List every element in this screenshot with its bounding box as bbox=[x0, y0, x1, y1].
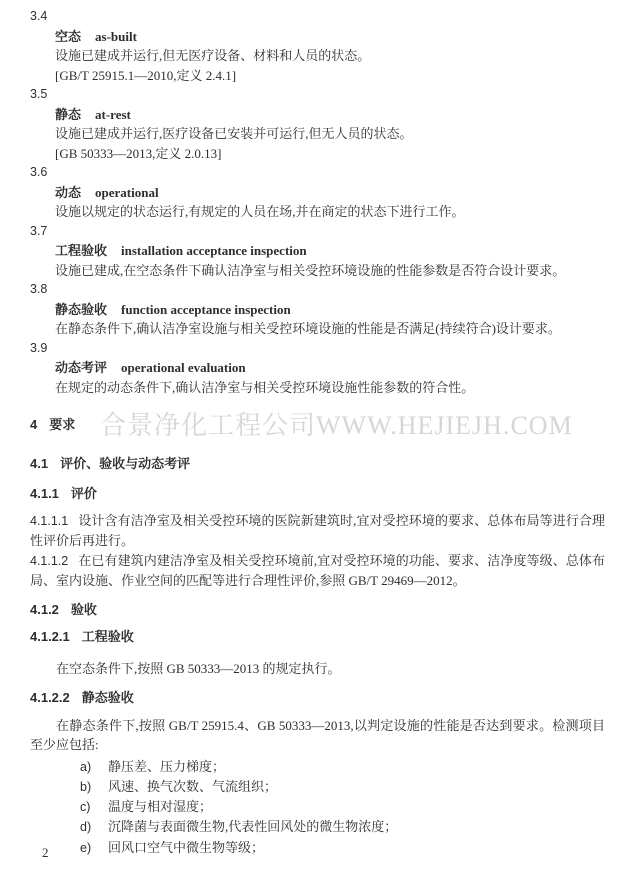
term-cn: 动态考评 bbox=[55, 360, 108, 375]
paragraph-4-1-2-1-body: 在空态条件下,按照 GB 50333—2013 的规定执行。 bbox=[56, 660, 341, 676]
heading-title: 静态验收 bbox=[81, 690, 134, 705]
checklist-item-b bbox=[80, 777, 605, 797]
item-label: a) bbox=[80, 759, 92, 774]
definition-text: 在规定的动态条件下,确认洁净室与相关受控环境设施性能参数的符合性。 bbox=[55, 379, 475, 395]
heading-number: 4 bbox=[30, 417, 38, 432]
term-cn: 静态 bbox=[55, 106, 82, 122]
term-en: operational bbox=[95, 184, 159, 200]
term-line bbox=[55, 27, 605, 47]
term-line bbox=[55, 183, 605, 203]
item-text: 沉降菌与表面微生物,代表性回风处的微生物浓度； bbox=[108, 819, 398, 835]
checklist-item-c bbox=[80, 797, 605, 817]
page-number: 2 bbox=[42, 845, 49, 860]
paragraph-text: 设计含有洁净室及相关受控环境的医院新建筑时,宜对受控环境的要求、总体布局等进行合理性评价后再进行。 bbox=[30, 512, 605, 548]
heading-4 bbox=[30, 415, 605, 435]
heading-4-1-2-1 bbox=[30, 627, 605, 647]
paragraph-4-1-2-2-body: 在静态条件下,按照 GB/T 25915.4、GB 50333—2013,以判定设施的性能是否达到要求。检测项目至少应包括: bbox=[30, 717, 605, 752]
term-cn: 工程验收 bbox=[55, 243, 108, 258]
clause-number: 3.4 bbox=[30, 9, 48, 23]
clause-number: 3.6 bbox=[30, 165, 48, 179]
clause-number: 3.7 bbox=[30, 223, 48, 238]
term-line bbox=[55, 105, 605, 125]
paragraph-4-1-1-1 bbox=[30, 511, 605, 551]
heading-title: 验收 bbox=[70, 601, 97, 617]
term-en: as-built bbox=[95, 28, 137, 44]
heading-number: 4.1.1 bbox=[30, 486, 59, 501]
definition-text: 设施以规定的状态运行,有规定的人员在场,并在商定的状态下进行工作。 bbox=[55, 204, 465, 219]
paragraph-number: 4.1.1.1 bbox=[30, 513, 69, 528]
company-watermark: 合景净化工程公司WWW.HEJIEJH.COM bbox=[100, 411, 573, 440]
checklist-item-d bbox=[80, 817, 605, 837]
heading-title: 要求 bbox=[49, 417, 76, 432]
term-line bbox=[55, 241, 605, 261]
checklist bbox=[30, 757, 605, 858]
item-text: 回风口空气中微生物等级； bbox=[108, 839, 265, 855]
definition-3-6 bbox=[30, 163, 605, 222]
term-en: at-rest bbox=[95, 106, 131, 122]
item-label: e) bbox=[80, 840, 92, 855]
heading-number: 4.1.2 bbox=[30, 601, 59, 617]
term-cn: 空态 bbox=[55, 28, 82, 44]
clause-number: 3.9 bbox=[30, 340, 48, 355]
checklist-item-e bbox=[80, 838, 605, 858]
paragraph-4-1-1-2 bbox=[30, 551, 605, 591]
heading-number: 4.1.2.2 bbox=[30, 690, 70, 705]
term-en: operational evaluation bbox=[121, 360, 246, 375]
definition-3-9 bbox=[30, 339, 605, 398]
term-en: installation acceptance inspection bbox=[121, 243, 307, 258]
heading-title: 评价 bbox=[70, 486, 97, 501]
heading-title: 评价、验收与动态考评 bbox=[60, 455, 191, 471]
heading-number: 4.1.2.1 bbox=[30, 629, 70, 644]
heading-4-1 bbox=[30, 454, 605, 474]
term-en: function acceptance inspection bbox=[121, 301, 291, 317]
heading-4-1-2 bbox=[30, 600, 605, 620]
paragraph-number: 4.1.1.2 bbox=[30, 553, 69, 568]
item-text: 静压差、压力梯度； bbox=[108, 758, 226, 774]
checklist-item-a bbox=[80, 757, 605, 777]
item-label: b) bbox=[80, 779, 92, 794]
definition-3-8 bbox=[30, 280, 605, 339]
term-cn: 动态 bbox=[55, 184, 82, 200]
clause-number: 3.5 bbox=[30, 87, 48, 101]
heading-title: 工程验收 bbox=[81, 629, 134, 644]
definition-source: [GB/T 25915.1—2010,定义 2.4.1] bbox=[55, 67, 237, 83]
definition-3-5 bbox=[30, 85, 605, 163]
clause-number: 3.8 bbox=[30, 282, 48, 296]
item-label: c) bbox=[80, 800, 91, 815]
definition-text: 设施已建成,在空态条件下确认洁净室与相关受控环境设施的性能参数是否符合设计要求。 bbox=[55, 262, 566, 278]
term-cn: 静态验收 bbox=[55, 301, 108, 317]
term-line bbox=[55, 358, 605, 378]
definition-text: 设施已建成并运行,但无医疗设备、材料和人员的状态。 bbox=[55, 48, 371, 63]
heading-4-1-1 bbox=[30, 484, 605, 504]
definition-source: [GB 50333—2013,定义 2.0.13] bbox=[55, 145, 222, 161]
item-text: 风速、换气次数、气流组织； bbox=[108, 778, 278, 794]
item-text: 温度与相对湿度； bbox=[108, 799, 213, 815]
paragraph-text: 在已有建筑内建洁净室及相关受控环境前,宜对受控环境的功能、要求、洁净度等级、总体布局、室内设施、作业空间的匹配等进行合理性评价,参照 GB/T 29469—2012。 bbox=[30, 552, 605, 588]
item-label: d) bbox=[80, 820, 92, 835]
term-line bbox=[55, 300, 605, 320]
definition-3-4 bbox=[30, 7, 605, 85]
definition-text: 设施已建成并运行,医疗设备已安装并可运行,但无人员的状态。 bbox=[55, 126, 413, 141]
definition-3-7 bbox=[30, 222, 605, 281]
heading-4-1-2-2 bbox=[30, 688, 605, 708]
heading-number: 4.1 bbox=[30, 455, 49, 471]
definition-text: 在静态条件下,确认洁净室设施与相关受控环境设施的性能是否满足(持续符合)设计要求。 bbox=[55, 321, 561, 336]
